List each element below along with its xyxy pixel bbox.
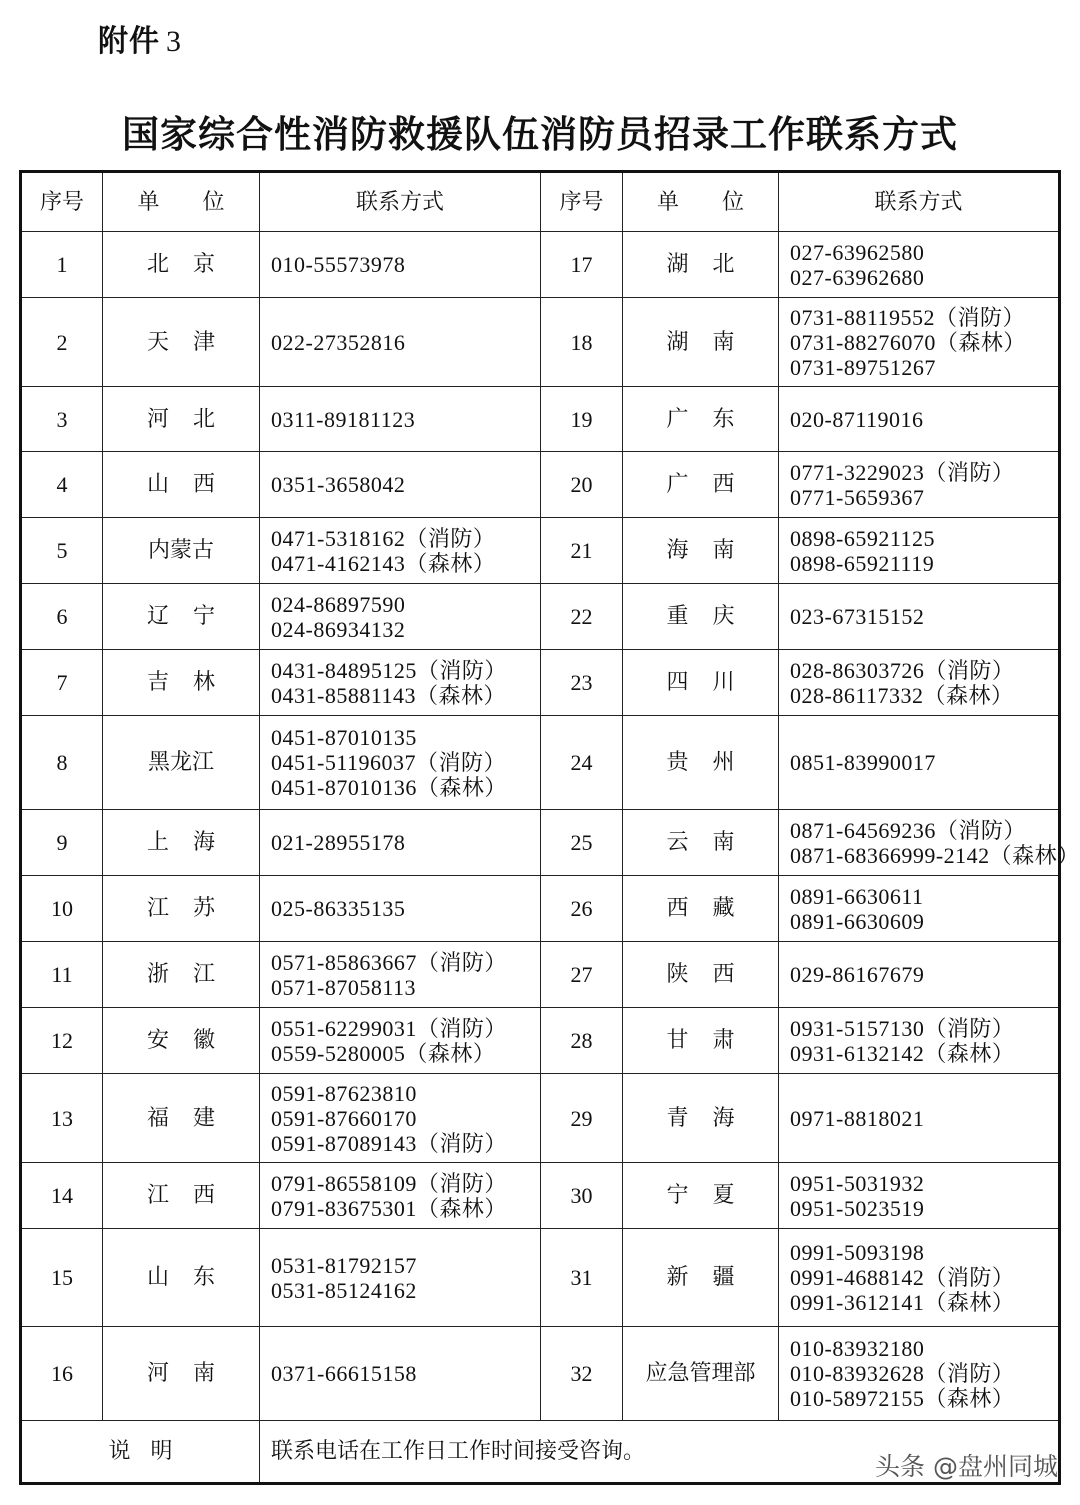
row-unit: 甘肃 bbox=[623, 1008, 779, 1074]
phone-number: 0931-5157130（消防） bbox=[790, 1015, 1015, 1041]
row-contact bbox=[260, 942, 541, 1008]
phone-number: 0891-6630609 bbox=[790, 908, 925, 934]
row-contact bbox=[260, 716, 541, 810]
row-unit: 云南 bbox=[623, 810, 779, 876]
row-index: 32 bbox=[541, 1327, 623, 1421]
phone-number: 0898-65921125 bbox=[790, 525, 936, 551]
table-row bbox=[21, 298, 1060, 387]
phone-number: 0571-87058113 bbox=[271, 974, 417, 1000]
row-contact bbox=[779, 1327, 1060, 1421]
note-text: 联系电话在工作日工作时间接受咨询。 bbox=[260, 1421, 1060, 1484]
watermark: 头条 @盘州同城 bbox=[875, 1452, 1058, 1481]
table-row bbox=[21, 1074, 1060, 1163]
phone-number: 0551-62299031（消防） bbox=[271, 1015, 507, 1041]
row-unit: 江苏 bbox=[103, 876, 260, 942]
row-contact bbox=[779, 876, 1060, 942]
phone-number: 022-27352816 bbox=[271, 329, 406, 355]
phone-number: 0771-3229023（消防） bbox=[790, 459, 1015, 485]
row-index: 17 bbox=[541, 232, 623, 298]
row-index: 30 bbox=[541, 1163, 623, 1229]
phone-number: 0931-6132142（森林） bbox=[790, 1040, 1015, 1066]
phone-number: 0991-3612141（森林） bbox=[790, 1290, 1015, 1315]
row-contact bbox=[779, 1074, 1060, 1163]
row-index: 27 bbox=[541, 942, 623, 1008]
row-unit: 山东 bbox=[103, 1229, 260, 1327]
header-contact: 联系方式 bbox=[260, 172, 541, 232]
document-title: 国家综合性消防救援队伍消防员招录工作联系方式 bbox=[122, 113, 958, 156]
row-contact bbox=[260, 1008, 541, 1074]
row-contact bbox=[260, 810, 541, 876]
table-row bbox=[21, 1008, 1060, 1074]
row-unit: 宁夏 bbox=[623, 1163, 779, 1229]
phone-number: 0971-8818021 bbox=[790, 1105, 925, 1131]
row-unit: 上海 bbox=[103, 810, 260, 876]
row-index: 24 bbox=[541, 716, 623, 810]
table-row bbox=[21, 716, 1060, 810]
table-row bbox=[21, 810, 1060, 876]
row-unit: 江西 bbox=[103, 1163, 260, 1229]
note-label: 说明 bbox=[21, 1421, 260, 1484]
header-index: 序号 bbox=[541, 172, 623, 232]
phone-number: 010-58972155（森林） bbox=[790, 1386, 1015, 1411]
phone-number: 0451-51196037（消防） bbox=[271, 750, 507, 775]
header-contact: 联系方式 bbox=[779, 172, 1060, 232]
row-unit: 山西 bbox=[103, 452, 260, 518]
row-unit: 西藏 bbox=[623, 876, 779, 942]
table-row bbox=[21, 387, 1060, 452]
phone-number: 029-86167679 bbox=[790, 962, 925, 987]
row-unit: 福建 bbox=[103, 1074, 260, 1163]
row-unit: 安徽 bbox=[103, 1008, 260, 1074]
row-index: 20 bbox=[541, 452, 623, 518]
row-contact bbox=[779, 1229, 1060, 1327]
phone-number: 025-86335135 bbox=[271, 896, 406, 921]
row-contact bbox=[260, 1229, 541, 1327]
phone-number: 0791-83675301（森林） bbox=[271, 1195, 507, 1221]
row-unit: 新疆 bbox=[623, 1229, 779, 1327]
phone-number: 0991-4688142（消防） bbox=[790, 1265, 1015, 1290]
table-row bbox=[21, 1163, 1060, 1229]
phone-number: 027-63962680 bbox=[790, 264, 925, 290]
row-index: 5 bbox=[21, 518, 103, 584]
row-index: 12 bbox=[21, 1008, 103, 1074]
phone-number: 0951-5031932 bbox=[790, 1170, 925, 1196]
row-contact bbox=[260, 1163, 541, 1229]
attachment-label bbox=[98, 16, 182, 60]
row-unit: 河南 bbox=[103, 1327, 260, 1421]
row-index: 9 bbox=[21, 810, 103, 876]
row-index: 14 bbox=[21, 1163, 103, 1229]
row-index: 26 bbox=[541, 876, 623, 942]
row-contact bbox=[779, 298, 1060, 387]
row-unit: 浙江 bbox=[103, 942, 260, 1008]
table-row bbox=[21, 876, 1060, 942]
row-unit: 应急管理部 bbox=[623, 1327, 779, 1421]
row-contact bbox=[260, 1074, 541, 1163]
row-contact bbox=[779, 650, 1060, 716]
row-index: 10 bbox=[21, 876, 103, 942]
phone-number: 0591-87623810 bbox=[271, 1080, 417, 1106]
row-unit: 贵州 bbox=[623, 716, 779, 810]
phone-number: 027-63962580 bbox=[790, 239, 925, 265]
row-index: 18 bbox=[541, 298, 623, 387]
phone-number: 0351-3658042 bbox=[271, 472, 406, 497]
row-contact bbox=[260, 518, 541, 584]
phone-number: 0311-89181123 bbox=[271, 406, 416, 432]
row-index: 16 bbox=[21, 1327, 103, 1421]
row-index: 29 bbox=[541, 1074, 623, 1163]
row-unit: 吉林 bbox=[103, 650, 260, 716]
phone-number: 0731-89751267 bbox=[790, 354, 936, 380]
row-index: 15 bbox=[21, 1229, 103, 1327]
phone-number: 024-86897590 bbox=[271, 591, 406, 617]
phone-number: 0471-4162143（森林） bbox=[271, 550, 496, 576]
phone-number: 0531-81792157 bbox=[271, 1252, 417, 1278]
phone-number: 020-87119016 bbox=[790, 406, 924, 432]
phone-number: 0471-5318162（消防） bbox=[271, 525, 496, 551]
phone-number: 0431-84895125（消防） bbox=[271, 657, 507, 683]
table-header-row bbox=[21, 172, 1060, 232]
phone-number: 021-28955178 bbox=[271, 830, 406, 855]
phone-number: 0771-5659367 bbox=[790, 484, 925, 510]
row-contact bbox=[779, 584, 1060, 650]
phone-number: 0591-87089143（消防） bbox=[271, 1130, 507, 1156]
row-unit: 湖南 bbox=[623, 298, 779, 387]
phone-number: 023-67315152 bbox=[790, 604, 925, 629]
table-row bbox=[21, 452, 1060, 518]
phone-number: 0371-66615158 bbox=[271, 1361, 417, 1386]
phone-number: 010-83932628（消防） bbox=[790, 1361, 1015, 1386]
table-row bbox=[21, 584, 1060, 650]
contacts-table-body bbox=[21, 172, 1080, 1484]
row-index: 3 bbox=[21, 387, 103, 452]
phone-number: 0891-6630611 bbox=[790, 883, 924, 909]
phone-number: 0871-64569236（消防） bbox=[790, 817, 1026, 843]
row-unit: 湖北 bbox=[623, 232, 779, 298]
phone-number: 0431-85881143（森林） bbox=[271, 682, 507, 708]
row-contact bbox=[779, 1008, 1060, 1074]
phone-number: 0451-87010136（森林） bbox=[271, 775, 507, 800]
phone-number: 0871-68366999-2142（森林） bbox=[790, 842, 1080, 868]
row-unit: 海南 bbox=[623, 518, 779, 584]
row-contact bbox=[260, 452, 541, 518]
phone-number: 024-86934132 bbox=[271, 616, 406, 642]
row-index: 21 bbox=[541, 518, 623, 584]
phone-number: 0559-5280005（森林） bbox=[271, 1040, 496, 1066]
table-row bbox=[21, 232, 1060, 298]
phone-number: 0731-88119552（消防） bbox=[790, 304, 1026, 330]
phone-number: 0451-87010135 bbox=[271, 725, 417, 750]
row-index: 8 bbox=[21, 716, 103, 810]
row-index: 7 bbox=[21, 650, 103, 716]
row-contact bbox=[779, 942, 1060, 1008]
row-contact bbox=[260, 298, 541, 387]
row-index: 1 bbox=[21, 232, 103, 298]
row-index: 31 bbox=[541, 1229, 623, 1327]
contacts-table bbox=[19, 170, 1080, 1485]
row-index: 6 bbox=[21, 584, 103, 650]
row-unit: 陕西 bbox=[623, 942, 779, 1008]
row-contact bbox=[260, 584, 541, 650]
row-contact bbox=[779, 810, 1080, 876]
row-unit: 辽宁 bbox=[103, 584, 260, 650]
phone-number: 0731-88276070（森林） bbox=[790, 329, 1026, 355]
row-unit: 重庆 bbox=[623, 584, 779, 650]
phone-number: 0791-86558109（消防） bbox=[271, 1170, 507, 1196]
header-unit: 单 位 bbox=[623, 172, 779, 232]
row-contact bbox=[260, 650, 541, 716]
row-index: 23 bbox=[541, 650, 623, 716]
row-index: 4 bbox=[21, 452, 103, 518]
row-index: 25 bbox=[541, 810, 623, 876]
attachment-number: 3 bbox=[166, 25, 182, 58]
header-unit: 单 位 bbox=[103, 172, 260, 232]
row-unit: 黑龙江 bbox=[103, 716, 260, 810]
phone-number: 028-86303726（消防） bbox=[790, 657, 1015, 683]
phone-number: 0591-87660170 bbox=[271, 1105, 417, 1131]
row-index: 28 bbox=[541, 1008, 623, 1074]
row-unit: 四川 bbox=[623, 650, 779, 716]
row-contact bbox=[779, 232, 1060, 298]
row-contact bbox=[779, 518, 1060, 584]
row-unit: 青海 bbox=[623, 1074, 779, 1163]
row-index: 22 bbox=[541, 584, 623, 650]
phone-number: 0531-85124162 bbox=[271, 1277, 417, 1303]
phone-number: 010-83932180 bbox=[790, 1336, 925, 1361]
row-unit: 河北 bbox=[103, 387, 260, 452]
row-contact bbox=[260, 387, 541, 452]
phone-number: 0851-83990017 bbox=[790, 750, 936, 775]
phone-number: 028-86117332（森林） bbox=[790, 682, 1014, 708]
table-row bbox=[21, 650, 1060, 716]
phone-number: 0991-5093198 bbox=[790, 1240, 925, 1265]
row-index: 11 bbox=[21, 942, 103, 1008]
row-contact bbox=[260, 232, 541, 298]
row-index: 13 bbox=[21, 1074, 103, 1163]
table-row bbox=[21, 942, 1060, 1008]
row-unit: 天津 bbox=[103, 298, 260, 387]
row-contact bbox=[779, 387, 1060, 452]
row-contact bbox=[779, 452, 1060, 518]
attachment-word: 附件 bbox=[98, 24, 160, 59]
row-index: 2 bbox=[21, 298, 103, 387]
row-contact bbox=[260, 876, 541, 942]
row-unit: 北京 bbox=[103, 232, 260, 298]
table-row bbox=[21, 1229, 1060, 1327]
row-unit: 广西 bbox=[623, 452, 779, 518]
phone-number: 0571-85863667（消防） bbox=[271, 949, 507, 975]
header-index: 序号 bbox=[21, 172, 103, 232]
row-contact bbox=[779, 1163, 1060, 1229]
table-row bbox=[21, 518, 1060, 584]
row-contact bbox=[260, 1327, 541, 1421]
row-unit: 广东 bbox=[623, 387, 779, 452]
phone-number: 0898-65921119 bbox=[790, 550, 935, 576]
phone-number: 0951-5023519 bbox=[790, 1195, 925, 1221]
row-index: 19 bbox=[541, 387, 623, 452]
table-row bbox=[21, 1327, 1060, 1421]
row-contact bbox=[779, 716, 1060, 810]
phone-number: 010-55573978 bbox=[271, 252, 406, 277]
row-unit: 内蒙古 bbox=[103, 518, 260, 584]
